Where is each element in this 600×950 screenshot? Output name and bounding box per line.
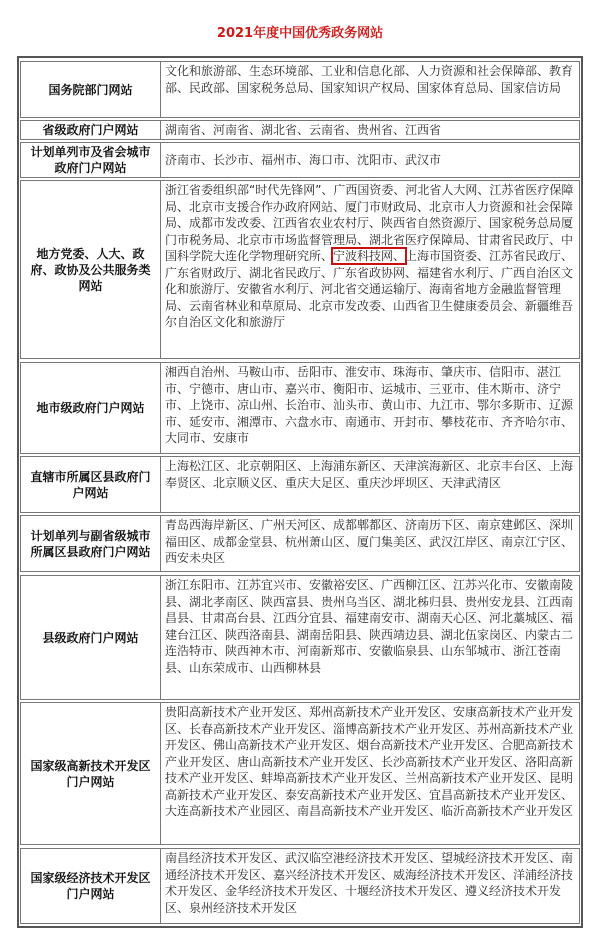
website-list: 青岛西海岸新区、广州天河区、成都郫都区、济南历下区、南京建邺区、深圳福田区、成都金堂县、杭州萧山区、厦门集美区、武汉江岸区、南京江宁区、西安未央区 <box>165 518 574 565</box>
category-label: 国家级经济技术开发区门户网站 <box>21 849 161 923</box>
table-row <box>17 575 583 700</box>
website-list: 湘西自治州、马鞍山市、岳阳市、淮安市、珠海市、肇庆市、信阳市、湛江市、宁德市、唐山市、嘉兴市、衡阳市、运城市、三亚市、佳木斯市、济宁市、上饶市、凉山州、长治市、汕头市、黄山市、九江市、鄂尔多斯市、辽源市、延安市、湘潭市、六盘水市、南通市、开封市、攀枝花市、齐齐哈尔市、大同市、安康市 <box>165 365 574 445</box>
website-list-text: 上海市国资委、江苏省民政厅、广东省财政厅、湖北省民政厅、广东省政协网、福建省水利厅、广西自治区文化和旅游厅、安徽省水利厅、河北省交通运输厅、海南省地方金融监督管理局、云南省林业和草原局、北京市发改委、山西省卫生健康委员会、新疆维吾尔自治区文化和旅游厅 <box>165 249 574 329</box>
table-row <box>17 120 583 140</box>
website-list: 浙江东阳市、江苏宜兴市、安徽裕安区、广西柳江区、江苏兴化市、安徽南陵县、湖北孝南区、陕西富县、贵州乌当区、湖北秭归县、贵州安龙县、江西南昌县、甘肃高台县、江西分宜县、福建南安市、湖南天心区、河北藁城区、福建台江区、陕西洛南县、湖南岳阳县、陕西靖边县、湖北伍家岗区、内蒙古二连浩特市、陕西神木市、河南新郑市、安徽临泉县、山东邹城市、浙江苍南县、山东荣成市、山西柳林县 <box>165 578 574 675</box>
table-row <box>17 515 583 572</box>
category-label: 国务院部门网站 <box>21 62 161 117</box>
website-list: 文化和旅游部、生态环境部、工业和信息化部、人力资源和社会保障部、教育部、民政部、国家税务总局、国家知识产权局、国家体育总局、国家信访局 <box>165 64 574 95</box>
website-list <box>161 181 579 358</box>
table-row <box>17 180 583 359</box>
website-list: 贵阳高新技术产业开发区、郑州高新技术产业开发区、安康高新技术产业开发区、长春高新技术产业开发区、淄博高新技术产业开发区、苏州高新技术产业开发区、佛山高新技术产业开发区、烟台高新技术产业开发区、合肥高新技术产业开发区、唐山高新技术产业开发区、长沙高新技术产业开发区、洛阳高新技术产业开发区、蚌埠高新技术产业开发区、兰州高新技术产业开发区、昆明高新技术产业开发区、泰安高新技术产业开发区、宜昌高新技术产业开发区、大连高新技术产业园区、南昌高新技术产业开发区、临沂高新技术产业开发区 <box>165 705 574 818</box>
table-row <box>17 848 583 924</box>
highlighted-website: 宁波科技网、 <box>333 249 406 263</box>
category-label: 省级政府门户网站 <box>21 121 161 139</box>
category-label: 地方党委、人大、政府、政协及公共服务类网站 <box>21 181 161 358</box>
table-row <box>17 142 583 178</box>
table-row <box>17 456 583 513</box>
table-row <box>17 362 583 454</box>
website-list-text: 浙江省委组织部“时代先锋网”、广西国资委、河北省人大网、江苏省医疗保障局、北京市支援合作办政府网站、厦门市财政局、北京市人力资源和社会保障局、成都市发改委、江西省农业农村厅、陕西省自然资源厅、国家税务总局厦门市税务局、北京市市场监督管理局、湖北省医疗保障局、甘肃省民政厅、中国科学院大连化学物理研究所、 <box>165 183 574 263</box>
table-row <box>17 702 583 845</box>
website-list: 南昌经济技术开发区、武汉临空港经济技术开发区、望城经济技术开发区、南通经济技术开发区、嘉兴经济技术开发区、威海经济技术开发区、洋浦经济技术开发区、金华经济技术开发区、十堰经济技术开发区、遵义经济技术开发区、泉州经济技术开发区 <box>165 851 574 915</box>
website-list: 济南市、长沙市、福州市、海口市、沈阳市、武汉市 <box>165 153 442 168</box>
category-label: 县级政府门户网站 <box>21 576 161 699</box>
category-label: 直辖市所属区县政府门户网站 <box>21 457 161 512</box>
table-row <box>17 61 583 118</box>
category-label: 计划单列与副省级城市所属区县政府门户网站 <box>21 516 161 571</box>
website-list: 上海松江区、北京朝阳区、上海浦东新区、天津滨海新区、北京丰台区、上海奉贤区、北京顺义区、重庆大足区、重庆沙坪坝区、天津武清区 <box>165 459 574 490</box>
category-label: 地市级政府门户网站 <box>21 363 161 453</box>
website-list: 湖南省、河南省、湖北省、云南省、贵州省、江西省 <box>165 123 442 137</box>
category-label: 国家级高新技术开发区门户网站 <box>21 703 161 844</box>
page-title: 2021年度中国优秀政务网站 <box>216 26 384 41</box>
category-label: 计划单列市及省会城市政府门户网站 <box>21 143 161 177</box>
